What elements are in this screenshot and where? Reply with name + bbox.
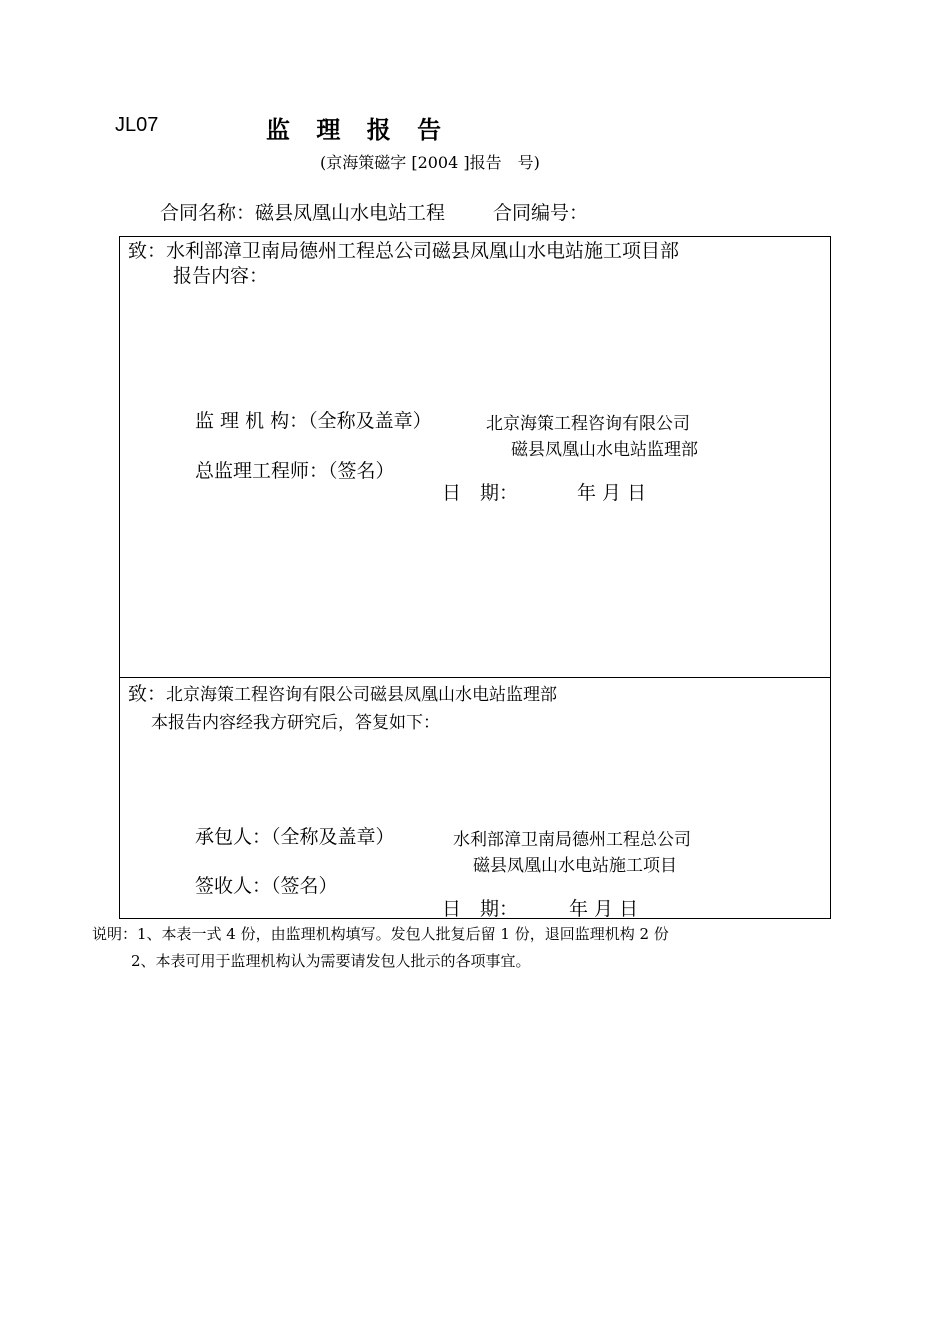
report-to-value: 水利部漳卫南局德州工程总公司磁县凤凰山水电站施工项目部 <box>166 240 680 262</box>
contractor-label: 承包人：（全称及盖章） <box>195 826 395 848</box>
note-line-1: 说明：1、本表一式 4 份，由监理机构填写。发包人批复后留 1 份，退回监理机构 2 份 <box>92 925 669 943</box>
reply-intro: 本报告内容经我方研究后，答复如下： <box>151 713 440 733</box>
supervision-org-name-2: 磁县凤凰山水电站监理部 <box>511 440 698 460</box>
reply-date-label: 日 期： <box>442 898 519 920</box>
report-to-label: 致： <box>128 240 167 262</box>
report-date-label: 日 期： <box>442 482 519 504</box>
contract-name-value: 磁县凤凰山水电站工程 <box>255 202 446 224</box>
chief-engineer-label: 总监理工程师：（签名） <box>195 460 395 482</box>
contractor-name-2: 磁县凤凰山水电站施工项目 <box>473 856 677 876</box>
supervision-org-label: 监 理 机 构：（全称及盖章） <box>195 410 432 432</box>
reply-date-value: 年 月 日 <box>569 898 639 920</box>
reply-to-value: 北京海策工程咨询有限公司磁县凤凰山水电站监理部 <box>166 685 558 705</box>
document-number: (京海策磁字 [2004 ]报告 号) <box>320 153 540 172</box>
reply-to-label: 致： <box>128 683 167 705</box>
report-to <box>128 236 679 263</box>
contract-number-label: 合同编号： <box>493 202 589 224</box>
receiver-label: 签收人：（签名） <box>195 875 338 897</box>
report-content-label: 报告内容： <box>173 265 269 287</box>
contract-line <box>160 198 588 225</box>
supervision-org-name-1: 北京海策工程咨询有限公司 <box>486 414 690 434</box>
report-date-value: 年 月 日 <box>577 482 647 504</box>
note-line-2: 2、本表可用于监理机构认为需要请发包人批示的各项事宜。 <box>131 952 531 970</box>
form-code: JL07 <box>115 114 159 136</box>
reply-to <box>128 679 557 706</box>
page-title: 监 理 报 告 <box>266 116 451 144</box>
contract-name-label: 合同名称： <box>160 202 256 224</box>
contractor-name-1: 水利部漳卫南局德州工程总公司 <box>453 830 691 850</box>
